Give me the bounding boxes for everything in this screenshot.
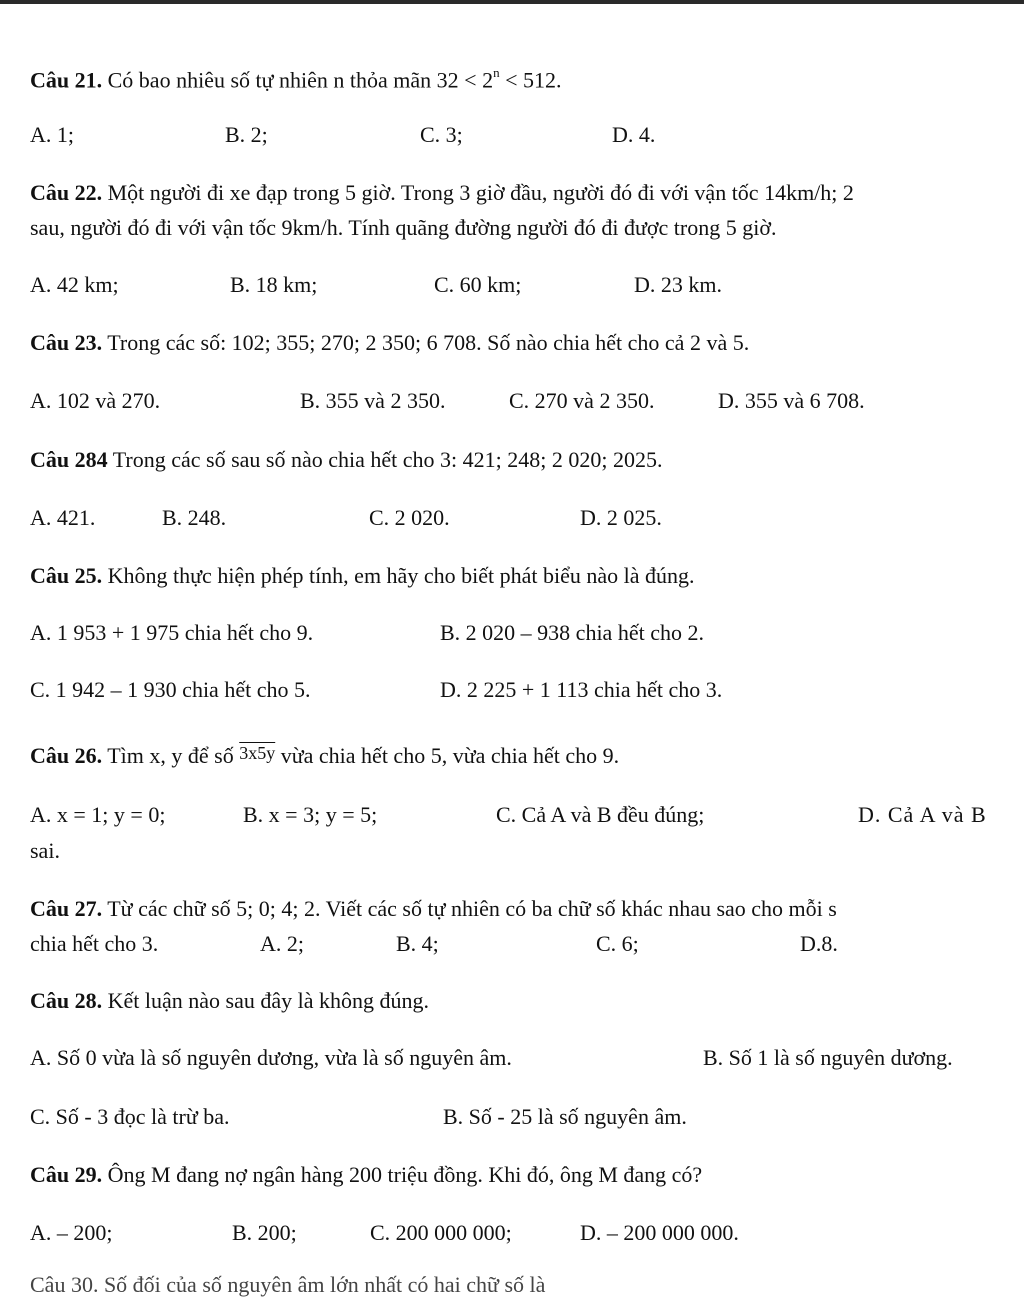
- option-b: B. 248.: [162, 505, 227, 530]
- option-c: C. Số - 3 đọc là trừ ba.: [30, 1104, 230, 1129]
- option-b: B. Số 1 là số nguyên dương.: [703, 1045, 953, 1070]
- option-c: C. 3;: [420, 122, 463, 147]
- option-a: A. 1;: [30, 122, 74, 147]
- overlined-number: 3x5y: [239, 743, 276, 763]
- question-26: [30, 743, 619, 770]
- option-b: B. 200;: [232, 1220, 297, 1245]
- option-d: D. 2 025.: [580, 505, 662, 530]
- option-b: B. 18 km;: [230, 272, 318, 297]
- cut-off-text: Câu 30. Số đối của số nguyên âm lớn nhất có hai chữ số là: [30, 1272, 546, 1297]
- option-a: A. 421.: [30, 505, 96, 530]
- option-c: C. 1 942 – 1 930 chia hết cho 5.: [30, 677, 311, 702]
- option-c: C. 6;: [596, 931, 639, 956]
- question-text: Trong các số: 102; 355; 270; 2 350; 6 708. Số nào chia hết cho cả 2 và 5.: [102, 330, 750, 355]
- option-d: B. Số - 25 là số nguyên âm.: [443, 1104, 687, 1129]
- option-b: B. 355 và 2 350.: [300, 388, 446, 413]
- question-text: Tìm x, y để số: [102, 743, 240, 768]
- option-b: B. x = 3; y = 5;: [243, 802, 378, 827]
- question-21: [30, 62, 562, 93]
- question-label: Câu 21.: [30, 67, 103, 93]
- question-label: Câu 22.: [30, 180, 103, 205]
- question-label: Câu 26.: [30, 743, 103, 768]
- question-22-line-2: sau, người đó đi với vận tốc 9km/h. Tính quãng đường người đó đi được trong 5 giờ.: [30, 215, 777, 240]
- option-a: A. x = 1; y = 0;: [30, 802, 166, 827]
- question-text: Kết luận nào sau đây là không đúng.: [102, 988, 429, 1013]
- question-label: Câu 29.: [30, 1162, 103, 1187]
- question-29: [30, 1162, 702, 1188]
- option-d: D.8.: [800, 931, 838, 956]
- option-c: C. 60 km;: [434, 272, 522, 297]
- option-a: A. 1 953 + 1 975 chia hết cho 9.: [30, 620, 314, 645]
- option-d: D. Cả A và B: [858, 802, 987, 827]
- question-text: Từ các chữ số 5; 0; 4; 2. Viết các số tự nhiên có ba chữ số khác nhau sao cho mỗi s: [102, 896, 837, 921]
- question-label: Câu 25.: [30, 563, 103, 588]
- question-28: [30, 988, 429, 1014]
- option-c: C. Cả A và B đều đúng;: [496, 802, 705, 827]
- option-a: A. 102 và 270.: [30, 388, 161, 413]
- cut-off-line: [0, 1262, 1024, 1297]
- question-22: [30, 180, 854, 206]
- option-a: A. Số 0 vừa là số nguyên dương, vừa là số nguyên âm.: [30, 1045, 512, 1070]
- question-27-line-2: chia hết cho 3.: [30, 931, 159, 956]
- question-text-end: < 512.: [499, 67, 562, 93]
- option-d: D. 23 km.: [634, 272, 722, 297]
- option-d: D. 4.: [612, 122, 656, 147]
- question-label: Câu 28.: [30, 988, 103, 1013]
- question-text: Không thực hiện phép tính, em hãy cho biết phát biểu nào là đúng.: [102, 563, 695, 588]
- option-c: C. 200 000 000;: [370, 1220, 512, 1245]
- option-a: A. 2;: [260, 931, 304, 956]
- option-b: B. 2 020 – 938 chia hết cho 2.: [440, 620, 704, 645]
- option-b: B. 2;: [225, 122, 268, 147]
- option-d: D. 2 225 + 1 113 chia hết cho 3.: [440, 677, 723, 702]
- exponent: n: [493, 65, 500, 80]
- option-b: B. 4;: [396, 931, 439, 956]
- question-text: Có bao nhiêu số tự nhiên n thỏa mãn 32 < 2: [102, 67, 494, 93]
- question-23: [30, 330, 749, 356]
- question-text: Một người đi xe đạp trong 5 giờ. Trong 3 giờ đầu, người đó đi với vận tốc 14km/h; 2: [102, 180, 854, 205]
- question-label: Câu 284: [30, 447, 108, 472]
- option-c: C. 2 020.: [369, 505, 450, 530]
- option-a: A. – 200;: [30, 1220, 113, 1245]
- question-label: Câu 23.: [30, 330, 103, 355]
- question-label: Câu 27.: [30, 896, 103, 921]
- option-c: C. 270 và 2 350.: [509, 388, 655, 413]
- question-text: Trong các số sau số nào chia hết cho 3: 421; 248; 2 020; 2025.: [107, 447, 663, 472]
- option-d: D. 355 và 6 708.: [718, 388, 865, 413]
- question-27: [30, 896, 837, 922]
- question-text-end: vừa chia hết cho 5, vừa chia hết cho 9.: [275, 743, 620, 768]
- question-text: Ông M đang nợ ngân hàng 200 triệu đồng. Khi đó, ông M đang có?: [102, 1162, 703, 1187]
- option-d: D. – 200 000 000.: [580, 1220, 739, 1245]
- question-25: [30, 563, 694, 589]
- option-d-continued: sai.: [30, 838, 60, 863]
- question-24: [30, 447, 662, 473]
- option-a: A. 42 km;: [30, 272, 119, 297]
